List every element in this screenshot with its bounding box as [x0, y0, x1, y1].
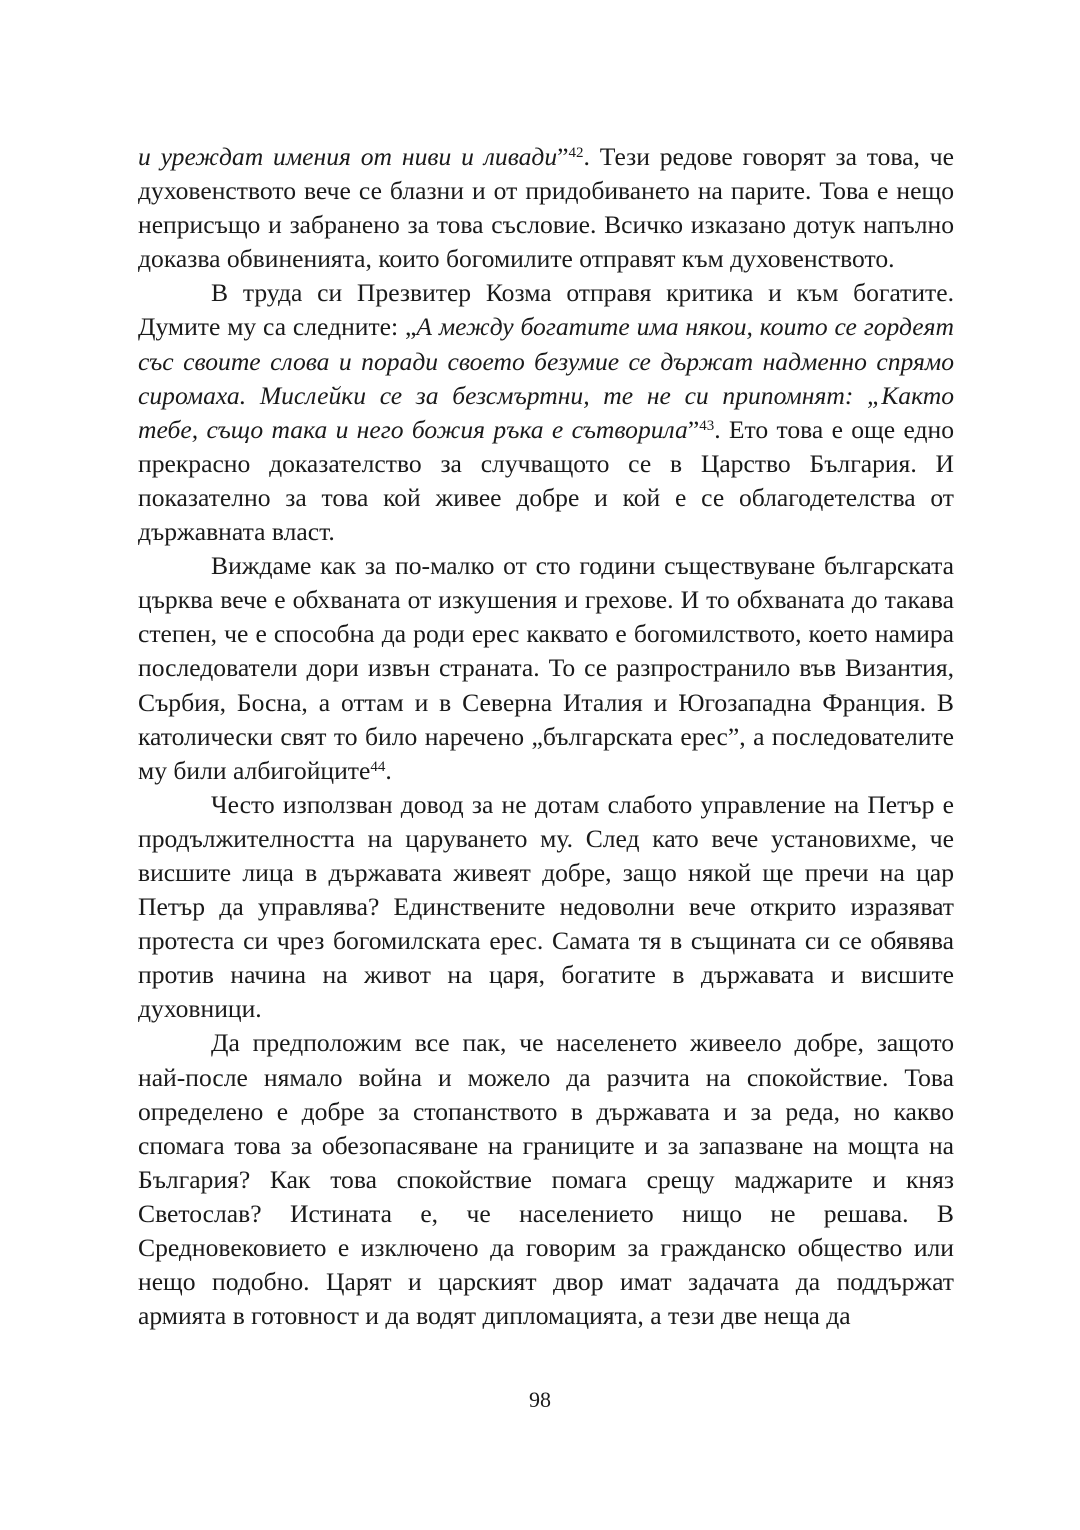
footnote-reference: 43 — [699, 417, 715, 434]
paragraph — [138, 1026, 954, 1333]
body-text: ” — [687, 414, 700, 444]
body-text: Да предположим все пак, че населенето живеело добре, защото най-после нямало война и можело да разчита на спокойствие. Това определено е добре за стопанството в държавата и за реда, но какво спомага това за обезопасяване на границите и за запазване на мощта на България? Как това спокойствие помага срещу маджарите и княз Светослав? Истината е, че населението нищо не решава. В Средновековието е изключено да говорим за гражданско общество или нещо подобно. Царят и царският двор имат задачата да поддържат армията в готовност и да водят дипломацията, а тези две неща да — [138, 1028, 954, 1331]
page-number: 98 — [529, 1387, 551, 1412]
paragraph — [138, 140, 954, 276]
page-body — [138, 140, 954, 1333]
body-text: В труда си Презвитер Козма отправя критика и към богатите. Думите му са следните: „ — [138, 278, 954, 342]
body-text: . — [385, 755, 392, 785]
paragraph — [138, 276, 954, 549]
body-text: . Тези редове говорят за това, че духовенството вече се блазни и от придобиването на парите. Това е нещо неприсъщо и забранено за това съсловие. Всичко изказано дотук напълно доказва обвиненията, които богомилите отправят към духовенството. — [138, 142, 954, 274]
footnote-reference: 44 — [370, 758, 386, 775]
quoted-text: и уреждат имения от ниви и ливади — [138, 142, 558, 171]
quoted-text: А между богатите има някои, които се гордеят със своите слова и поради своето безумие се държат надменно спрямо сиромаха. Мислейки се за безсмъртни, те не си припомнят: „Както тебе, също така и него божия ръка е сътворила — [138, 312, 954, 444]
paragraph — [138, 788, 954, 1027]
footnote-reference: 42 — [568, 144, 584, 161]
body-text: . Ето това е още едно прекрасно доказателство за случващото се в Царство България. И показателно за това кой живее добре и кой е се облагодетелства от държавната власт. — [138, 414, 954, 547]
body-text: Виждаме как за по-малко от сто години съществуване българската църква вече е обхваната от изкушения и грехове. И то обхваната до такава степен, че е способна да роди ерес каквато е богомилството, което намира последователи дори извън страната. То се разпространило във Византия, Сърбия, Босна, а оттам и в Северна Италия и Югозападна Франция. В католически свят то било наречено „българската ерес”, а последователите му били албигойците — [138, 551, 954, 785]
paragraph — [138, 549, 954, 788]
body-text: ” — [557, 142, 569, 171]
body-text: Често използван довод за не дотам слабото управление на Петър е продължителността на царуването му. След като вече установихме, че висшите лица в държавата живеят добре, защо някой ще пречи на цар Петър да управлява? Единствените недоволни вече открито изразяват протеста си чрез богомилската ерес. Самата тя в същината си се обявява против начина на живот на царя, богатите в държавата и висшите духовници. — [138, 789, 954, 1024]
